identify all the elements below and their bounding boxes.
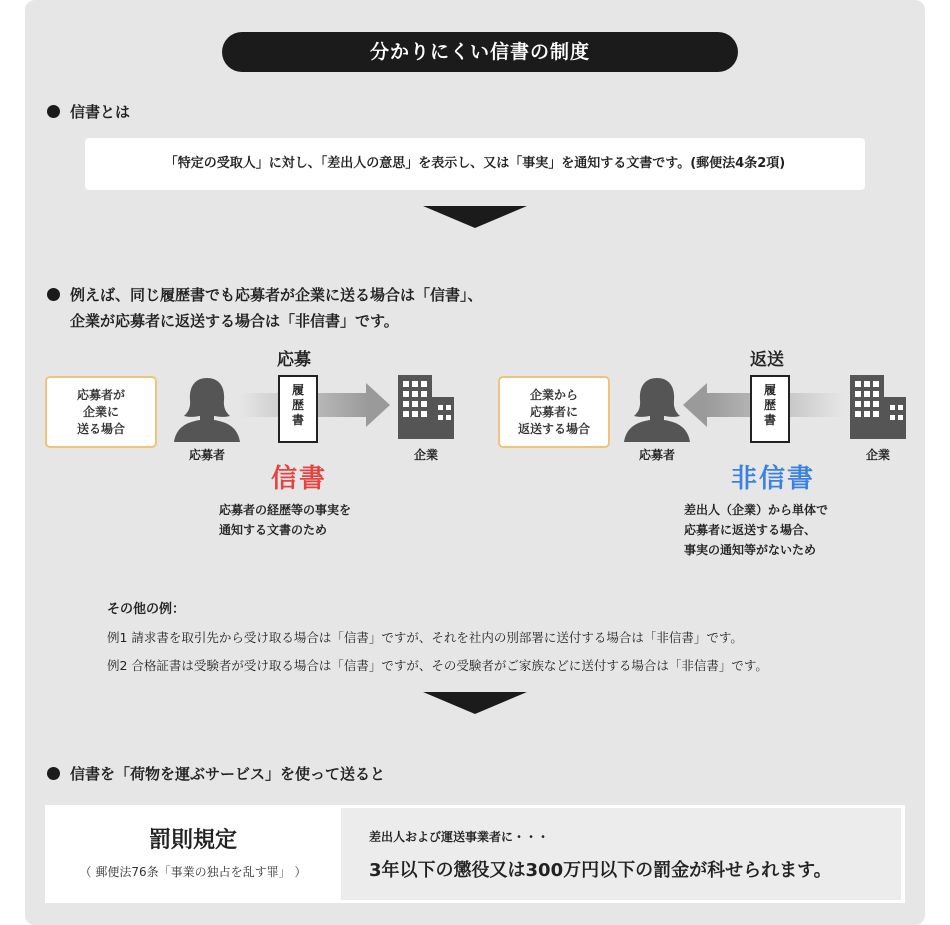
other-example-2: 例2 合格証書は受験者が受け取る場合は「信書」ですが、その受験者がご家族などに送付する場合は「非信書」です。 [107, 658, 768, 673]
right-doc-char1: 履 [763, 383, 776, 397]
left-doc-char1: 履 [291, 383, 304, 397]
penalty-target: 差出人および運送事業者に・・・ [369, 830, 550, 844]
right-result-label: 非信書 [731, 464, 816, 494]
left-note [219, 500, 351, 540]
conclusion-heading-text: 信書を「荷物を運ぶサービス」を使って送ると [70, 765, 386, 783]
company-building-icon [850, 375, 906, 439]
left-resume-doc [278, 375, 318, 443]
definition-heading-text: 信書とは [70, 103, 131, 121]
right-case-line3: 返送する場合 [517, 421, 590, 436]
definition-box: 「特定の受取人」に対し、「差出人の意思」を表示し、又は「事実」を通知する文書です。(郵便法4条2項) [85, 138, 865, 190]
left-result-label: 信書 [271, 464, 328, 494]
left-case-line2: 企業に [82, 404, 119, 419]
left-case-line1: 応募者が [76, 387, 125, 402]
penalty-law: （ 郵便法76条「事業の独占を乱す罪」 ） [79, 865, 307, 879]
right-case-line1: 企業から [529, 387, 578, 402]
right-doc-char2: 歴 [763, 398, 776, 412]
right-action-label: 返送 [750, 350, 784, 370]
left-note-line1: 応募者の経歴等の事実を [219, 503, 352, 517]
penalty-text: 3年以下の懲役又は300万円以下の罰金が科せられます。 [369, 860, 832, 881]
right-to-label: 応募者 [638, 448, 675, 462]
applicant-person-icon [622, 372, 692, 442]
left-doc-char3: 書 [291, 413, 304, 427]
penalty-title: 罰則規定 [148, 828, 237, 853]
other-examples-heading: その他の例： [107, 602, 186, 617]
left-from-label: 応募者 [188, 448, 225, 462]
penalty-right-panel [341, 808, 901, 900]
penalty-left-panel [45, 805, 341, 903]
right-note-line3: 事実の通知等がないため [684, 543, 817, 557]
right-note-line2: 応募者に返送する場合、 [684, 523, 817, 537]
right-note [684, 500, 828, 560]
right-from-label: 企業 [865, 448, 890, 462]
right-note-line1: 差出人（企業）から単体で [684, 503, 829, 517]
conclusion-heading [47, 762, 385, 786]
left-doc-char2: 歴 [291, 398, 304, 412]
bullet-icon [47, 105, 60, 118]
other-example-1: 例1 請求書を取引先から受け取る場合は「信書」ですが、それを社内の別部署に送付する場合は「非信書」です。 [107, 630, 743, 645]
page-title: 分かりにくい信書の制度 [222, 32, 738, 72]
applicant-person-icon [172, 372, 242, 442]
right-case-box [498, 376, 610, 448]
right-doc-char3: 書 [763, 413, 776, 427]
company-building-icon [398, 375, 454, 439]
example-heading [47, 283, 483, 307]
left-case-box [45, 376, 157, 448]
right-case-line2: 応募者に [529, 404, 578, 419]
bullet-icon [47, 288, 60, 301]
example-heading-line1: 例えば、同じ履歴書でも応募者が企業に送る場合は「信書」、 [70, 286, 483, 304]
right-resume-doc [750, 375, 790, 443]
down-arrow-icon [423, 692, 527, 714]
left-to-label: 企業 [413, 448, 438, 462]
bullet-icon [47, 767, 60, 780]
definition-heading [47, 100, 130, 124]
down-arrow-icon [423, 206, 527, 228]
left-action-label: 応募 [277, 350, 311, 370]
left-note-line2: 通知する文書のため [219, 523, 328, 537]
example-heading-line2: 企業が応募者に返送する場合は「非信書」です。 [70, 312, 399, 330]
penalty-box [45, 805, 905, 903]
left-case-line3: 送る場合 [76, 421, 125, 436]
